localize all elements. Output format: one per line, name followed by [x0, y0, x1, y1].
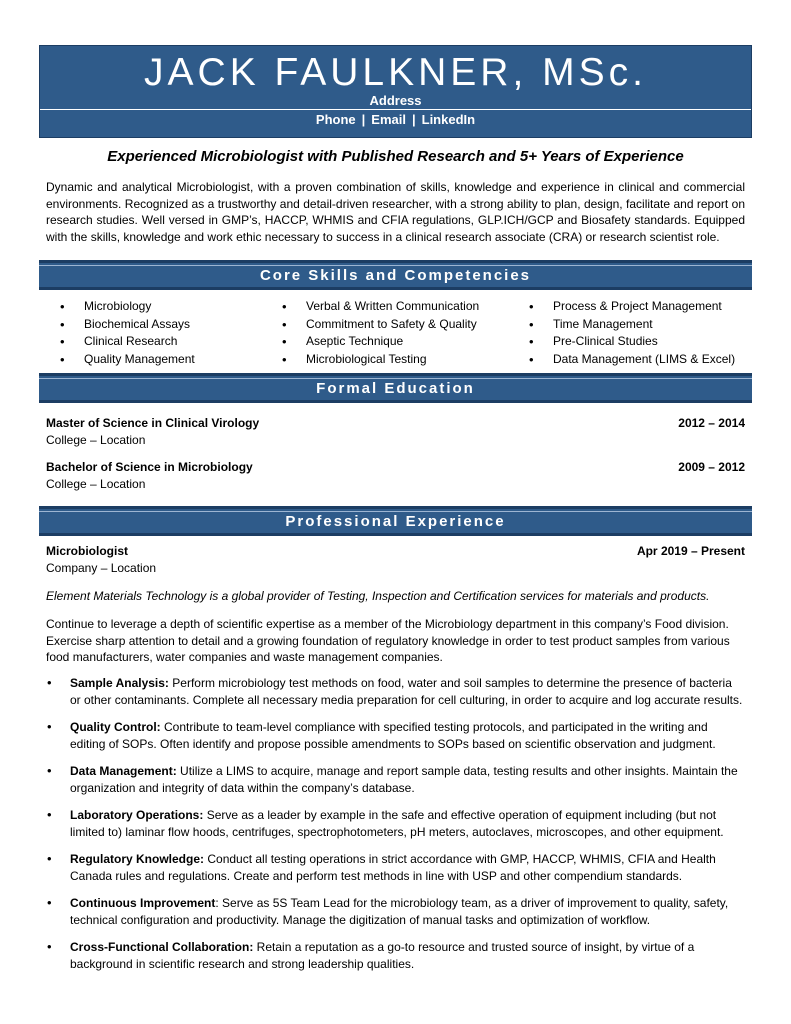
- achievement-label: Data Management:: [70, 764, 177, 778]
- section-bar-experience: [39, 506, 752, 536]
- achievement-item: [46, 851, 745, 884]
- address: Address: [369, 93, 422, 108]
- headline: Experienced Microbiologist with Published Research and 5+ Years of Experience: [107, 148, 684, 165]
- skill-item: • Data Management (LIMS & Excel): [529, 351, 735, 369]
- achievement-text: Utilize a LIMS to acquire, manage and report sample data, testing results and other insights. Maintain the organization and integrity of data within the company’s database.: [70, 764, 738, 795]
- achievement-label: Regulatory Knowledge:: [70, 852, 205, 866]
- bar-accent-line: [39, 265, 752, 266]
- skill-item: • Process & Project Management: [529, 298, 735, 316]
- achievement-label: Sample Analysis:: [70, 676, 169, 690]
- job-intro: Continue to leverage a depth of scientific expertise as a member of the Microbiology department in this company’s Food division. Exercise sharp attention to detail and a growing foundation of regulatory knowledge in order to test product samples from various food manufacturers, water companies and waste management companies.: [46, 617, 730, 664]
- skill-item: • Aseptic Technique: [282, 333, 479, 351]
- degree: Master of Science in Clinical Virology: [46, 416, 260, 430]
- education-dates: 2012 – 2014: [678, 416, 745, 430]
- education-entry: [46, 416, 745, 447]
- achievement-label: Cross-Functional Collaboration:: [70, 940, 254, 954]
- section-bar-education: [39, 373, 752, 403]
- achievement-item: [46, 763, 745, 796]
- skill-item: • Biochemical Assays: [60, 316, 195, 334]
- achievement-label: Laboratory Operations:: [70, 808, 204, 822]
- bar-accent-line: [39, 378, 752, 379]
- contact-separator: |: [361, 112, 366, 127]
- achievement-label: Continuous Improvement: [70, 896, 216, 910]
- achievement-text: Perform microbiology test methods on food, water and soil samples to determine the presence of bacteria or other contaminants. Complete all necessary media preparation for cell culturing, in order to acquire and log accurate results.: [70, 676, 743, 707]
- achievement-item: [46, 807, 745, 840]
- skills-column: [529, 298, 735, 368]
- candidate-name: JACK FAULKNER, MSc.: [144, 51, 647, 94]
- resume-header: [39, 45, 752, 138]
- job-header: [46, 544, 745, 575]
- education-dates: 2009 – 2012: [678, 460, 745, 474]
- summary: Dynamic and analytical Microbiologist, with a proven combination of skills, knowledge and experience in clinical and commercial environments. Recognized as a trustworthy and detail-driven researcher, with a strong ability to plan, design, facilitate and report on research studies. Well versed in GMP’s, HACCP, WHMIS and CFIA regulations, GLP.ICH/GCP and Biosafety standards. Equipped with the skills, knowledge and work ethic necessary to success in a clinical research associate (CRA) or research scientist role.: [46, 180, 745, 244]
- section-title: Formal Education: [316, 380, 475, 397]
- phone[interactable]: Phone: [315, 112, 356, 127]
- achievement-text: Conduct all testing operations in strict accordance with GMP, HACCP, WHMIS, CFIA and Health Canada rules and regulations. Create and perform test methods in line with USP and other compendium standards.: [70, 852, 716, 883]
- skills-column: [282, 298, 479, 368]
- section-bar-skills: [39, 260, 752, 290]
- degree: Bachelor of Science in Microbiology: [46, 460, 253, 474]
- education-location: College – Location: [46, 433, 146, 447]
- contact-line: [40, 112, 751, 127]
- achievement-text: Retain a reputation as a go-to resource and trusted source of insight, by virtue of a background in scientific research and strong leadership qualities.: [70, 940, 695, 971]
- education-entry: [46, 460, 745, 491]
- achievement-text: Serve as a leader by example in the safe and effective operation of equipment including (but not limited to) laminar flow hoods, centrifuges, spectrophotometers, pH meters, autoclaves, microscopes, and other equipment.: [70, 808, 724, 839]
- skill-item: • Clinical Research: [60, 333, 195, 351]
- achievement-item: [46, 939, 745, 972]
- achievement-label: Quality Control:: [70, 720, 161, 734]
- achievement-item: [46, 675, 745, 708]
- linkedin[interactable]: LinkedIn: [421, 112, 476, 127]
- achievement-item: [46, 895, 745, 928]
- section-title: Professional Experience: [285, 513, 506, 530]
- email[interactable]: Email: [371, 112, 406, 127]
- section-title: Core Skills and Competencies: [259, 267, 532, 284]
- header-divider: [40, 109, 751, 110]
- skill-item: • Microbiology: [60, 298, 195, 316]
- contact-separator: |: [411, 112, 416, 127]
- skill-item: • Verbal & Written Communication: [282, 298, 479, 316]
- skill-item: • Commitment to Safety & Quality: [282, 316, 479, 334]
- bar-accent-line: [39, 511, 752, 512]
- skill-item: • Microbiological Testing: [282, 351, 479, 369]
- achievement-text: Contribute to team-level compliance with specified testing protocols, and participated in the writing and editing of SOPs. Often identify and propose possible amendments to SOPs based on scientific observation and judgment.: [70, 720, 716, 751]
- achievement-text: : Serve as 5S Team Lead for the microbiology team, as a driver of improvement to quality, safety, technical configuration and productivity. Manage the digitization of manual tasks and optimization of workflow.: [70, 896, 729, 927]
- achievement-list: [46, 675, 745, 983]
- skills-column: [60, 298, 195, 368]
- skill-item: • Pre-Clinical Studies: [529, 333, 735, 351]
- skill-item: • Time Management: [529, 316, 735, 334]
- education-location: College – Location: [46, 477, 146, 491]
- company-description: Element Materials Technology is a global provider of Testing, Inspection and Certification services for materials and products.: [46, 589, 710, 603]
- skill-item: • Quality Management: [60, 351, 195, 369]
- job-dates: Apr 2019 – Present: [636, 544, 745, 558]
- job-title: Microbiologist: [46, 544, 128, 558]
- achievement-item: [46, 719, 745, 752]
- job-company: Company – Location: [46, 561, 157, 575]
